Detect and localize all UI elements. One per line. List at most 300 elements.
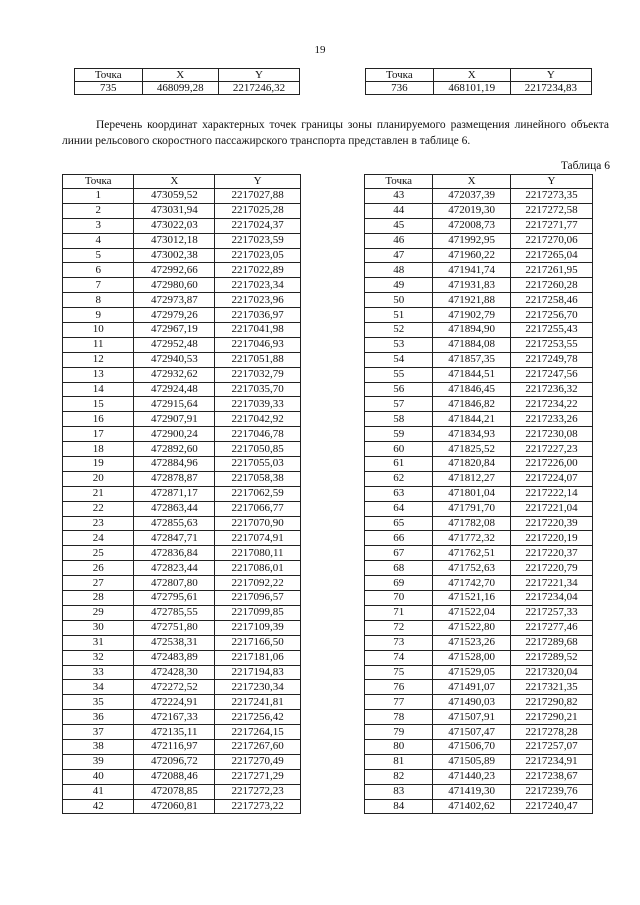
cell-point: 13 [63, 367, 134, 382]
header-x: X [142, 69, 219, 82]
header-y: Y [510, 175, 592, 189]
cell-y: 2217032,79 [215, 367, 301, 382]
cell-y: 2217270,06 [510, 233, 592, 248]
cell-y: 2217255,43 [510, 323, 592, 338]
cell-y: 2217241,81 [215, 695, 301, 710]
cell-point: 70 [365, 591, 433, 606]
cell-point: 736 [366, 82, 434, 95]
cell-x: 471992,95 [433, 233, 511, 248]
cell-x: 472992,66 [134, 263, 215, 278]
cell-x: 471506,70 [433, 739, 511, 754]
table-row [63, 486, 301, 501]
cell-x: 472135,11 [134, 725, 215, 740]
cell-x: 471902,79 [433, 308, 511, 323]
cell-x: 471846,45 [433, 382, 511, 397]
cell-y: 2217050,85 [215, 442, 301, 457]
table-row [365, 501, 593, 516]
table-row [63, 278, 301, 293]
table-row [63, 293, 301, 308]
cell-x: 471490,03 [433, 695, 511, 710]
cell-x: 471402,62 [433, 799, 511, 814]
cell-x: 471921,88 [433, 293, 511, 308]
header-x: X [433, 175, 511, 189]
cell-x: 472907,91 [134, 412, 215, 427]
cell-y: 2217289,52 [510, 650, 592, 665]
cell-point: 7 [63, 278, 134, 293]
cell-x: 473059,52 [134, 189, 215, 204]
cell-x: 472807,80 [134, 576, 215, 591]
cell-point: 49 [365, 278, 433, 293]
cell-point: 39 [63, 754, 134, 769]
cell-y: 2217256,70 [510, 308, 592, 323]
cell-y: 2217278,28 [510, 725, 592, 740]
table-row [365, 189, 593, 204]
cell-x: 471742,70 [433, 576, 511, 591]
cell-point: 42 [63, 799, 134, 814]
cell-x: 471801,04 [433, 486, 511, 501]
table-row [365, 382, 593, 397]
cell-x: 471507,47 [433, 725, 511, 740]
table-row [365, 754, 593, 769]
cell-y: 2217234,83 [510, 82, 591, 95]
table-row [63, 576, 301, 591]
cell-x: 471820,84 [433, 457, 511, 472]
table-header-row [75, 69, 300, 82]
cell-x: 472008,73 [433, 218, 511, 233]
cell-y: 2217220,19 [510, 531, 592, 546]
cell-point: 43 [365, 189, 433, 204]
table-row [63, 710, 301, 725]
cell-x: 471529,05 [433, 665, 511, 680]
cell-y: 2217194,83 [215, 665, 301, 680]
cell-x: 471941,74 [433, 263, 511, 278]
cell-y: 2217240,47 [510, 799, 592, 814]
cell-point: 79 [365, 725, 433, 740]
cell-x: 472836,84 [134, 546, 215, 561]
cell-point: 4 [63, 233, 134, 248]
table-row [365, 203, 593, 218]
cell-x: 472871,17 [134, 486, 215, 501]
table-row [365, 308, 593, 323]
table-row [63, 754, 301, 769]
table-row [365, 248, 593, 263]
cell-y: 2217220,37 [510, 546, 592, 561]
table-row [63, 471, 301, 486]
cell-x: 471960,22 [433, 248, 511, 263]
cell-x: 471834,93 [433, 427, 511, 442]
table-row [63, 263, 301, 278]
cell-x: 472272,52 [134, 680, 215, 695]
cell-y: 2217273,22 [215, 799, 301, 814]
cell-point: 18 [63, 442, 134, 457]
cell-point: 83 [365, 784, 433, 799]
cell-y: 2217023,59 [215, 233, 301, 248]
cell-point: 6 [63, 263, 134, 278]
cell-x: 472428,30 [134, 665, 215, 680]
cell-y: 2217271,77 [510, 218, 592, 233]
cell-x: 471752,63 [433, 561, 511, 576]
cell-y: 2217041,98 [215, 323, 301, 338]
cell-y: 2217257,07 [510, 739, 592, 754]
cell-x: 472973,87 [134, 293, 215, 308]
cell-y: 2217035,70 [215, 382, 301, 397]
cell-y: 2217258,46 [510, 293, 592, 308]
cell-y: 2217025,28 [215, 203, 301, 218]
table-row [63, 799, 301, 814]
table-row [63, 501, 301, 516]
cell-x: 472785,55 [134, 605, 215, 620]
cell-point: 76 [365, 680, 433, 695]
cell-point: 12 [63, 352, 134, 367]
cell-point: 23 [63, 516, 134, 531]
table-row [63, 427, 301, 442]
table-row [63, 635, 301, 650]
table-row [63, 784, 301, 799]
cell-point: 44 [365, 203, 433, 218]
cell-y: 2217096,57 [215, 591, 301, 606]
cell-y: 2217036,97 [215, 308, 301, 323]
table-row [366, 82, 592, 95]
cell-y: 2217046,78 [215, 427, 301, 442]
table-row [63, 352, 301, 367]
cell-point: 71 [365, 605, 433, 620]
table-row [63, 769, 301, 784]
table-row [365, 337, 593, 352]
cell-y: 2217271,29 [215, 769, 301, 784]
cell-x: 471762,51 [433, 546, 511, 561]
table-row [365, 278, 593, 293]
cell-y: 2217246,32 [219, 82, 300, 95]
table-header-row [365, 175, 593, 189]
cell-y: 2217099,85 [215, 605, 301, 620]
table-row [63, 189, 301, 204]
cell-y: 2217234,91 [510, 754, 592, 769]
header-point: Точка [75, 69, 143, 82]
table-row [365, 531, 593, 546]
cell-point: 45 [365, 218, 433, 233]
cell-y: 2217230,08 [510, 427, 592, 442]
cell-y: 2217080,11 [215, 546, 301, 561]
cell-y: 2217267,60 [215, 739, 301, 754]
cell-point: 77 [365, 695, 433, 710]
cell-point: 73 [365, 635, 433, 650]
cell-y: 2217290,82 [510, 695, 592, 710]
table-row [63, 442, 301, 457]
cell-x: 472037,39 [433, 189, 511, 204]
cell-y: 2217023,05 [215, 248, 301, 263]
cell-y: 2217062,59 [215, 486, 301, 501]
cell-x: 472088,46 [134, 769, 215, 784]
table-row [365, 605, 593, 620]
cell-y: 2217249,78 [510, 352, 592, 367]
table-row [365, 397, 593, 412]
cell-y: 2217220,79 [510, 561, 592, 576]
cell-point: 74 [365, 650, 433, 665]
cell-point: 9 [63, 308, 134, 323]
cell-point: 66 [365, 531, 433, 546]
cell-point: 34 [63, 680, 134, 695]
table-row [75, 82, 300, 95]
table-row [365, 471, 593, 486]
cell-point: 78 [365, 710, 433, 725]
table-row [365, 576, 593, 591]
cell-x: 473022,03 [134, 218, 215, 233]
cell-point: 65 [365, 516, 433, 531]
cell-y: 2217220,39 [510, 516, 592, 531]
header-y: Y [510, 69, 591, 82]
table-header-row [63, 175, 301, 189]
table-row [365, 561, 593, 576]
cell-y: 2217109,39 [215, 620, 301, 635]
cell-point: 15 [63, 397, 134, 412]
cell-x: 472823,44 [134, 561, 215, 576]
cell-point: 8 [63, 293, 134, 308]
cell-x: 472979,26 [134, 308, 215, 323]
cell-y: 2217236,32 [510, 382, 592, 397]
cell-y: 2217257,33 [510, 605, 592, 620]
table-row [365, 293, 593, 308]
cell-y: 2217074,91 [215, 531, 301, 546]
cell-x: 471812,27 [433, 471, 511, 486]
table-row [63, 620, 301, 635]
cell-point: 33 [63, 665, 134, 680]
cell-x: 472538,31 [134, 635, 215, 650]
cell-point: 67 [365, 546, 433, 561]
cell-point: 56 [365, 382, 433, 397]
cell-x: 472078,85 [134, 784, 215, 799]
table-row [365, 739, 593, 754]
cell-y: 2217233,26 [510, 412, 592, 427]
cell-point: 10 [63, 323, 134, 338]
cell-point: 51 [365, 308, 433, 323]
table-row [365, 367, 593, 382]
cell-x: 472167,33 [134, 710, 215, 725]
cell-point: 61 [365, 457, 433, 472]
cell-x: 472847,71 [134, 531, 215, 546]
cell-y: 2217070,90 [215, 516, 301, 531]
cell-point: 20 [63, 471, 134, 486]
table-row [365, 769, 593, 784]
cell-x: 471825,52 [433, 442, 511, 457]
cell-y: 2217046,93 [215, 337, 301, 352]
cell-point: 29 [63, 605, 134, 620]
cell-point: 53 [365, 337, 433, 352]
cell-x: 471782,08 [433, 516, 511, 531]
cell-y: 2217224,07 [510, 471, 592, 486]
cell-y: 2217260,28 [510, 278, 592, 293]
table-row [63, 203, 301, 218]
table-row [365, 457, 593, 472]
header-y: Y [215, 175, 301, 189]
table-row [63, 248, 301, 263]
cell-y: 2217321,35 [510, 680, 592, 695]
cell-point: 22 [63, 501, 134, 516]
cell-y: 2217042,92 [215, 412, 301, 427]
cell-y: 2217027,88 [215, 189, 301, 204]
table-row [365, 233, 593, 248]
cell-y: 2217166,50 [215, 635, 301, 650]
cell-y: 2217239,76 [510, 784, 592, 799]
table-row [63, 337, 301, 352]
table-row [63, 323, 301, 338]
cell-point: 37 [63, 725, 134, 740]
cell-x: 472915,64 [134, 397, 215, 412]
table-row [63, 397, 301, 412]
cell-x: 471521,16 [433, 591, 511, 606]
table-row [365, 516, 593, 531]
cell-point: 25 [63, 546, 134, 561]
cell-point: 52 [365, 323, 433, 338]
table-row [63, 367, 301, 382]
cell-point: 11 [63, 337, 134, 352]
cell-x: 472116,97 [134, 739, 215, 754]
cell-point: 68 [365, 561, 433, 576]
cell-y: 2217277,46 [510, 620, 592, 635]
table-row [365, 725, 593, 740]
cell-y: 2217181,06 [215, 650, 301, 665]
table-row [365, 635, 593, 650]
table-row [63, 531, 301, 546]
cell-y: 2217022,89 [215, 263, 301, 278]
table-6-right [364, 174, 593, 814]
cell-y: 2217051,88 [215, 352, 301, 367]
cell-point: 47 [365, 248, 433, 263]
cell-x: 471440,23 [433, 769, 511, 784]
table-row [63, 650, 301, 665]
cell-point: 26 [63, 561, 134, 576]
cell-x: 472892,60 [134, 442, 215, 457]
table-row [63, 605, 301, 620]
cell-y: 2217273,35 [510, 189, 592, 204]
cell-y: 2217058,38 [215, 471, 301, 486]
cell-point: 55 [365, 367, 433, 382]
cell-point: 62 [365, 471, 433, 486]
table-row [365, 799, 593, 814]
header-point: Точка [63, 175, 134, 189]
cell-x: 471844,51 [433, 367, 511, 382]
table-row [365, 591, 593, 606]
cell-point: 19 [63, 457, 134, 472]
table-row [365, 546, 593, 561]
table-row [365, 784, 593, 799]
cell-x: 471491,07 [433, 680, 511, 695]
cell-x: 468101,19 [433, 82, 510, 95]
cell-point: 32 [63, 650, 134, 665]
table-row [63, 739, 301, 754]
cell-x: 472795,61 [134, 591, 215, 606]
table-row [365, 412, 593, 427]
cell-x: 468099,28 [142, 82, 219, 95]
intro-paragraph: Перечень координат характерных точек границы зоны планируемого размещения линейного объекта линии рельсового скоростного пассажирского транспорта представлен в таблице 6. [62, 119, 609, 147]
table-row [63, 591, 301, 606]
cell-point: 63 [365, 486, 433, 501]
cell-y: 2217289,68 [510, 635, 592, 650]
table-row [365, 710, 593, 725]
cell-point: 81 [365, 754, 433, 769]
cell-point: 27 [63, 576, 134, 591]
cell-x: 471528,00 [433, 650, 511, 665]
cell-y: 2217024,37 [215, 218, 301, 233]
coordinates-table-point-736 [365, 68, 592, 95]
cell-point: 48 [365, 263, 433, 278]
cell-point: 59 [365, 427, 433, 442]
cell-x: 472863,44 [134, 501, 215, 516]
cell-y: 2217055,03 [215, 457, 301, 472]
table-row [63, 233, 301, 248]
cell-y: 2217320,04 [510, 665, 592, 680]
cell-point: 14 [63, 382, 134, 397]
table-row [63, 516, 301, 531]
table-6-left [62, 174, 301, 814]
cell-point: 60 [365, 442, 433, 457]
cell-x: 471844,21 [433, 412, 511, 427]
header-point: Точка [365, 175, 433, 189]
cell-y: 2217221,04 [510, 501, 592, 516]
header-point: Точка [366, 69, 434, 82]
cell-y: 2217092,22 [215, 576, 301, 591]
cell-y: 2217270,49 [215, 754, 301, 769]
cell-x: 471507,91 [433, 710, 511, 725]
cell-x: 471523,26 [433, 635, 511, 650]
cell-x: 471772,32 [433, 531, 511, 546]
cell-point: 75 [365, 665, 433, 680]
cell-x: 473002,38 [134, 248, 215, 263]
cell-point: 28 [63, 591, 134, 606]
cell-y: 2217086,01 [215, 561, 301, 576]
cell-y: 2217222,14 [510, 486, 592, 501]
cell-point: 64 [365, 501, 433, 516]
cell-point: 41 [63, 784, 134, 799]
cell-y: 2217272,58 [510, 203, 592, 218]
table-row [365, 218, 593, 233]
cell-y: 2217265,04 [510, 248, 592, 263]
cell-point: 24 [63, 531, 134, 546]
cell-point: 69 [365, 576, 433, 591]
cell-x: 472900,24 [134, 427, 215, 442]
cell-x: 472483,89 [134, 650, 215, 665]
cell-point: 80 [365, 739, 433, 754]
table-row [365, 442, 593, 457]
cell-x: 471894,90 [433, 323, 511, 338]
cell-y: 2217253,55 [510, 337, 592, 352]
cell-y: 2217039,33 [215, 397, 301, 412]
cell-x: 471931,83 [433, 278, 511, 293]
cell-x: 472060,81 [134, 799, 215, 814]
cell-point: 5 [63, 248, 134, 263]
cell-x: 471419,30 [433, 784, 511, 799]
cell-point: 735 [75, 82, 143, 95]
cell-x: 471846,82 [433, 397, 511, 412]
table-row [63, 665, 301, 680]
cell-y: 2217272,23 [215, 784, 301, 799]
table-row [63, 412, 301, 427]
cell-x: 472924,48 [134, 382, 215, 397]
table-row [365, 665, 593, 680]
cell-y: 2217238,67 [510, 769, 592, 784]
cell-point: 1 [63, 189, 134, 204]
table-row [365, 486, 593, 501]
cell-x: 472940,53 [134, 352, 215, 367]
header-y: Y [219, 69, 300, 82]
cell-point: 58 [365, 412, 433, 427]
cell-x: 472019,30 [433, 203, 511, 218]
cell-x: 472751,80 [134, 620, 215, 635]
table-row [365, 695, 593, 710]
table-row [63, 725, 301, 740]
cell-point: 84 [365, 799, 433, 814]
cell-y: 2217234,04 [510, 591, 592, 606]
cell-point: 17 [63, 427, 134, 442]
